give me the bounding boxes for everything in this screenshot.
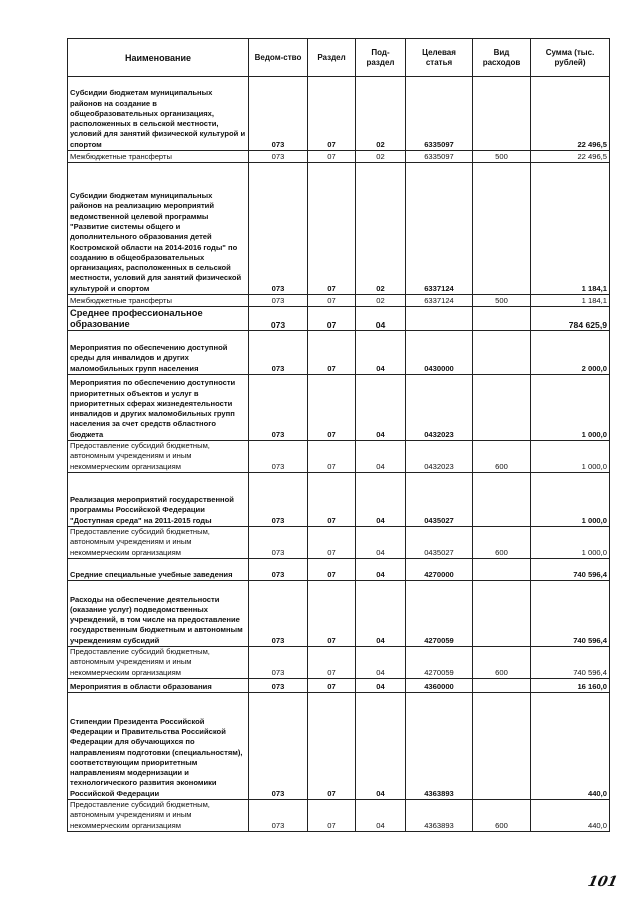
row-name: Предоставление субсидий бюджетным, автономным учреждениям и иным некоммерческим организациям — [68, 441, 249, 473]
table-row — [68, 581, 610, 647]
row-dept: 073 — [249, 375, 308, 441]
row-dept: 073 — [249, 151, 308, 163]
row-section: 07 — [308, 307, 356, 331]
row-kind: 600 — [473, 441, 531, 473]
row-dept: 073 — [249, 647, 308, 679]
row-sum: 440,0 — [531, 693, 610, 800]
row-section: 07 — [308, 647, 356, 679]
header-name: Наименование — [68, 39, 249, 77]
row-subsection: 04 — [356, 331, 406, 375]
page-number: 101 — [586, 874, 619, 890]
budget-table — [67, 38, 610, 832]
row-section: 07 — [308, 679, 356, 693]
row-dept: 073 — [249, 800, 308, 832]
row-name: Предоставление субсидий бюджетным, автономным учреждениям и иным некоммерческим организациям — [68, 647, 249, 679]
row-sum: 1 184,1 — [531, 163, 610, 295]
row-dept: 073 — [249, 527, 308, 559]
row-kind — [473, 77, 531, 151]
row-target: 4363893 — [406, 693, 473, 800]
row-name: Расходы на обеспечение деятельности (оказание услуг) подведомственных учреждений, в том числе на предоставление государственным бюджетным и автономным учреждениям субсидий — [68, 581, 249, 647]
row-dept: 073 — [249, 581, 308, 647]
row-subsection: 04 — [356, 441, 406, 473]
row-sum: 740 596,4 — [531, 647, 610, 679]
row-section: 07 — [308, 581, 356, 647]
row-target: 6337124 — [406, 163, 473, 295]
row-sum: 1 000,0 — [531, 375, 610, 441]
row-section: 07 — [308, 800, 356, 832]
header-sum: Сумма (тыс. рублей) — [531, 39, 610, 77]
row-kind — [473, 375, 531, 441]
row-name: Межбюджетные трансферты — [68, 295, 249, 307]
row-name: Предоставление субсидий бюджетным, автономным учреждениям и иным некоммерческим организациям — [68, 800, 249, 832]
row-kind — [473, 581, 531, 647]
header-target: Целевая статья — [406, 39, 473, 77]
row-target: 0435027 — [406, 527, 473, 559]
table-row — [68, 375, 610, 441]
table-row — [68, 307, 610, 331]
row-section: 07 — [308, 295, 356, 307]
row-section: 07 — [308, 151, 356, 163]
row-target: 0430000 — [406, 331, 473, 375]
row-sum: 1 000,0 — [531, 441, 610, 473]
table-row — [68, 441, 610, 473]
row-kind: 500 — [473, 151, 531, 163]
row-kind — [473, 163, 531, 295]
row-dept: 073 — [249, 307, 308, 331]
row-sum: 22 496,5 — [531, 77, 610, 151]
row-sum: 1 000,0 — [531, 527, 610, 559]
row-target: 0435027 — [406, 473, 473, 527]
table-row — [68, 331, 610, 375]
header-dept: Ведом-ство — [249, 39, 308, 77]
row-dept: 073 — [249, 679, 308, 693]
row-dept: 073 — [249, 441, 308, 473]
row-subsection: 04 — [356, 559, 406, 581]
row-target: 4270059 — [406, 581, 473, 647]
row-section: 07 — [308, 441, 356, 473]
row-kind — [473, 679, 531, 693]
row-target: 4270059 — [406, 647, 473, 679]
row-target: 0432023 — [406, 441, 473, 473]
row-target: 6335097 — [406, 151, 473, 163]
row-dept: 073 — [249, 693, 308, 800]
row-subsection: 02 — [356, 77, 406, 151]
row-target: 6335097 — [406, 77, 473, 151]
row-section: 07 — [308, 77, 356, 151]
row-sum: 1 184,1 — [531, 295, 610, 307]
row-dept: 073 — [249, 163, 308, 295]
row-subsection: 04 — [356, 527, 406, 559]
row-name: Мероприятия по обеспечению доступной среды для инвалидов и других маломобильных групп населения — [68, 331, 249, 375]
row-name: Среднее профессиональное образование — [68, 307, 249, 331]
row-section: 07 — [308, 163, 356, 295]
row-sum: 784 625,9 — [531, 307, 610, 331]
row-subsection: 04 — [356, 693, 406, 800]
row-dept: 073 — [249, 295, 308, 307]
table-row — [68, 800, 610, 832]
row-name: Предоставление субсидий бюджетным, автономным учреждениям и иным некоммерческим организациям — [68, 527, 249, 559]
table-row — [68, 679, 610, 693]
row-sum: 740 596,4 — [531, 559, 610, 581]
row-kind — [473, 693, 531, 800]
row-subsection: 04 — [356, 375, 406, 441]
row-kind: 600 — [473, 800, 531, 832]
row-name: Мероприятия в области образования — [68, 679, 249, 693]
row-dept: 073 — [249, 77, 308, 151]
row-target: 0432023 — [406, 375, 473, 441]
header-section: Раздел — [308, 39, 356, 77]
row-sum: 16 160,0 — [531, 679, 610, 693]
row-kind — [473, 559, 531, 581]
table-row — [68, 527, 610, 559]
row-name: Реализация мероприятий государственной программы Российской Федерации "Доступная среда" на 2011-2015 годы — [68, 473, 249, 527]
row-kind: 500 — [473, 295, 531, 307]
row-subsection: 02 — [356, 295, 406, 307]
row-name: Мероприятия по обеспечению доступности приоритетных объектов и услуг в приоритетных сферах жизнедеятельности инвалидов и других маломобильных групп населения за счет средств областного бюджета — [68, 375, 249, 441]
row-subsection: 04 — [356, 473, 406, 527]
row-target: 6337124 — [406, 295, 473, 307]
row-kind: 600 — [473, 647, 531, 679]
table-row — [68, 151, 610, 163]
row-kind — [473, 473, 531, 527]
row-kind — [473, 331, 531, 375]
row-target: 4270000 — [406, 559, 473, 581]
row-subsection: 04 — [356, 307, 406, 331]
row-subsection: 02 — [356, 163, 406, 295]
row-dept: 073 — [249, 559, 308, 581]
row-name: Межбюджетные трансферты — [68, 151, 249, 163]
table-row — [68, 647, 610, 679]
row-target: 4360000 — [406, 679, 473, 693]
row-section: 07 — [308, 375, 356, 441]
header-subsection: Под-раздел — [356, 39, 406, 77]
row-subsection: 04 — [356, 679, 406, 693]
row-subsection: 02 — [356, 151, 406, 163]
row-kind — [473, 307, 531, 331]
row-sum: 740 596,4 — [531, 581, 610, 647]
row-section: 07 — [308, 527, 356, 559]
row-sum: 22 496,5 — [531, 151, 610, 163]
row-name: Субсидии бюджетам муниципальных районов на реализацию мероприятий ведомственной целевой программы "Развитие системы общего и дополнительного образования детей Костромской области на 2014-2016 годы" по созданию в общеобразовательных организациях, расположенных в сельской местности, условий для занятий физической культурой и спортом — [68, 163, 249, 295]
row-sum: 440,0 — [531, 800, 610, 832]
row-target — [406, 307, 473, 331]
row-subsection: 04 — [356, 581, 406, 647]
row-subsection: 04 — [356, 800, 406, 832]
table-row — [68, 77, 610, 151]
row-dept: 073 — [249, 331, 308, 375]
row-subsection: 04 — [356, 647, 406, 679]
table-row — [68, 473, 610, 527]
table-row — [68, 295, 610, 307]
header-kind: Вид расходов — [473, 39, 531, 77]
table-row — [68, 163, 610, 295]
row-name: Средние специальные учебные заведения — [68, 559, 249, 581]
row-name: Стипендии Президента Российской Федерации и Правительства Российской Федерации для обучающихся по направлениям подготовки (специальностям), соответствующим приоритетным направлениям модернизации и технологического развития экономики Российской Федерации — [68, 693, 249, 800]
row-sum: 2 000,0 — [531, 331, 610, 375]
row-name: Субсидии бюджетам муниципальных районов на создание в общеобразовательных организациях, расположенных в сельской местности, условий для занятий физической культурой и спортом — [68, 77, 249, 151]
row-section: 07 — [308, 473, 356, 527]
table-header-row — [68, 39, 610, 77]
row-target: 4363893 — [406, 800, 473, 832]
row-section: 07 — [308, 693, 356, 800]
table-row — [68, 693, 610, 800]
row-sum: 1 000,0 — [531, 473, 610, 527]
table-row — [68, 559, 610, 581]
row-dept: 073 — [249, 473, 308, 527]
row-kind: 600 — [473, 527, 531, 559]
row-section: 07 — [308, 331, 356, 375]
row-section: 07 — [308, 559, 356, 581]
